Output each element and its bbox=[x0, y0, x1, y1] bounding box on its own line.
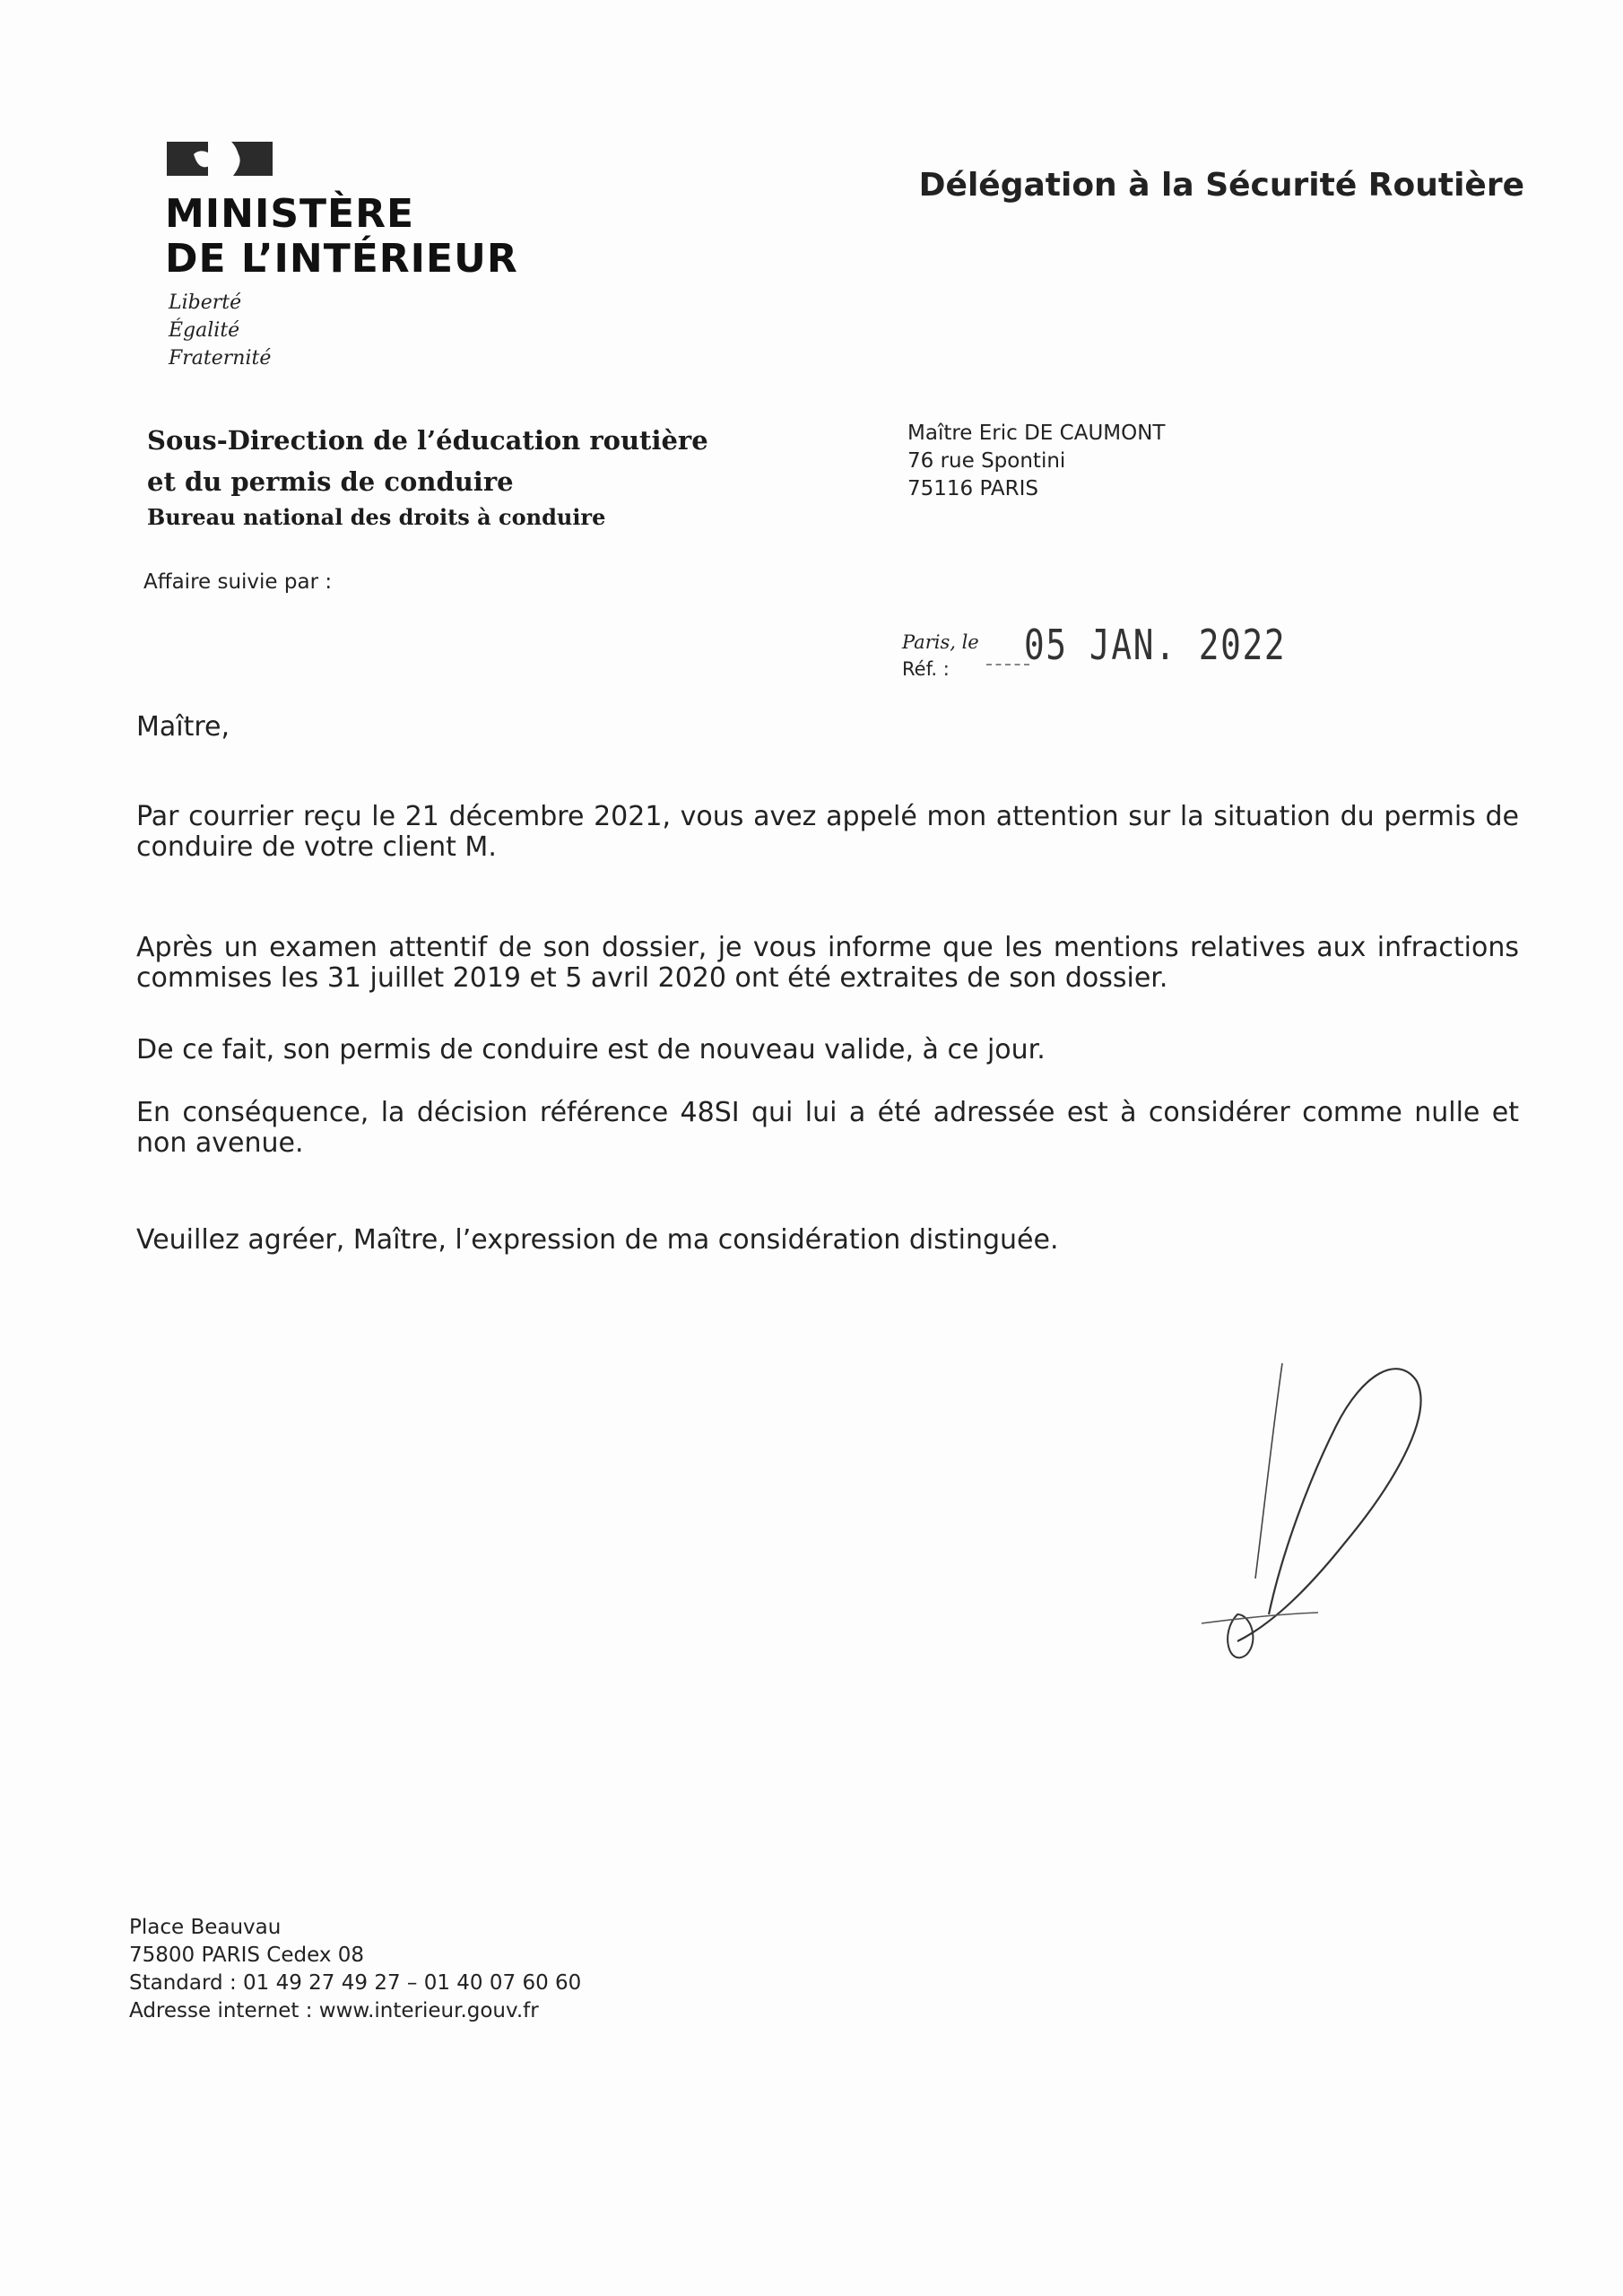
recipient-city: 75116 PARIS bbox=[907, 477, 1038, 500]
footer-line-3: Standard : 01 49 27 49 27 – 01 40 07 60 60 bbox=[129, 1971, 582, 1995]
ministry-name bbox=[165, 192, 518, 282]
footer-line-2: 75800 PARIS Cedex 08 bbox=[129, 1944, 365, 1967]
letter-closing: Veuillez agréer, Maître, l’expression de ma considération distinguée. bbox=[136, 1224, 1059, 1256]
letter-salutation: Maître, bbox=[136, 711, 230, 743]
motto-fraternite: Fraternité bbox=[169, 347, 272, 370]
ministry-line-2: DE L’INTÉRIEUR bbox=[165, 236, 518, 282]
letter-paragraph-3: De ce fait, son permis de conduire est de nouveau valide, à ce jour. bbox=[136, 1034, 1046, 1065]
subdirection-line-2: et du permis de conduire bbox=[147, 466, 514, 497]
republic-motto bbox=[169, 289, 271, 372]
sender-subdirection bbox=[147, 420, 708, 502]
affaire-suivie-label: Affaire suivie par : bbox=[143, 570, 333, 594]
place-date-label: Paris, le bbox=[902, 631, 979, 653]
date-line-dashes bbox=[986, 664, 1029, 665]
date-stamp: 05 JAN. 2022 bbox=[1024, 621, 1287, 669]
handwritten-signature-icon bbox=[1103, 1345, 1480, 1677]
motto-liberte: Liberté bbox=[169, 291, 242, 314]
footer-line-4: Adresse internet : www.interieur.gouv.fr bbox=[129, 1999, 539, 2022]
letter-paragraph-2: Après un examen attentif de son dossier, je vous informe que les mentions relatives aux infractions commises les 31 juillet 2019 et 5 avril 2020 ont été extraites de son dossier. bbox=[136, 932, 1519, 994]
delegation-title: Délégation à la Sécurité Routière bbox=[918, 167, 1524, 204]
marianne-logo-icon bbox=[167, 138, 273, 179]
letter-paragraph-4: En conséquence, la décision référence 48SI qui lui a été adressée est à considérer comme nulle et non avenue. bbox=[136, 1097, 1519, 1159]
ministry-line-1: MINISTÈRE bbox=[165, 191, 415, 237]
subdirection-line-1: Sous-Direction de l’éducation routière bbox=[147, 425, 708, 456]
sender-bureau: Bureau national des droits à conduire bbox=[147, 504, 606, 530]
reference-label: Réf. : bbox=[902, 658, 950, 680]
letter-paragraph-1: Par courrier reçu le 21 décembre 2021, vous avez appelé mon attention sur la situation du permis de conduire de votre client M. bbox=[136, 801, 1519, 863]
motto-egalite: Égalité bbox=[169, 319, 240, 342]
footer-address bbox=[129, 1914, 581, 2025]
footer-line-1: Place Beauvau bbox=[129, 1916, 282, 1939]
recipient-street: 76 rue Spontini bbox=[907, 449, 1066, 473]
recipient-name: Maître Eric DE CAUMONT bbox=[907, 422, 1166, 445]
recipient-address bbox=[907, 420, 1165, 503]
